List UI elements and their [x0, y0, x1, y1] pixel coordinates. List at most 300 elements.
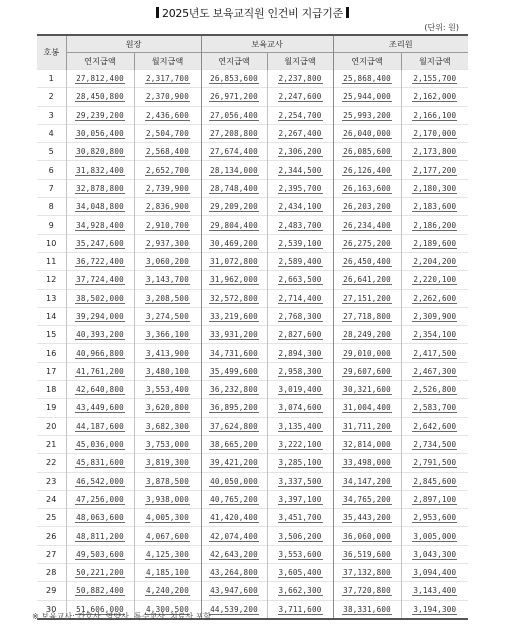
cell-cook-annual [333, 545, 401, 563]
cell-director-annual [66, 289, 134, 307]
amount-value: 2,937,300 [146, 238, 189, 248]
cell-director-annual [66, 106, 134, 124]
amount-value: 37,624,800 [210, 421, 258, 431]
amount-value: 42,074,400 [210, 531, 258, 541]
amount-value: 25,993,200 [343, 110, 391, 120]
cell-director-annual [66, 381, 134, 399]
cell-grade: 14 [37, 307, 66, 325]
amount-value: 3,711,600 [278, 604, 322, 614]
amount-value: 3,143,400 [413, 586, 457, 596]
cell-grade: 24 [37, 490, 66, 508]
amount-value: 50,221,200 [76, 568, 124, 578]
amount-value: 2,652,700 [146, 165, 189, 175]
amount-value: 3,480,100 [146, 366, 189, 376]
amount-value: 42,640,800 [76, 385, 124, 395]
cell-teacher-monthly [267, 582, 333, 600]
cell-grade: 19 [37, 399, 66, 417]
cell-director-monthly [134, 582, 201, 600]
amount-value: 34,731,600 [210, 348, 258, 358]
cell-cook-monthly [401, 124, 468, 142]
cell-director-monthly [134, 143, 201, 161]
cell-cook-annual [333, 381, 401, 399]
table-row [37, 545, 468, 563]
amount-value: 45,831,600 [76, 458, 124, 468]
table-row [37, 582, 468, 600]
cell-teacher-monthly [267, 234, 333, 252]
cell-grade: 9 [37, 216, 66, 234]
cell-director-monthly [134, 399, 201, 417]
amount-value: 26,234,400 [343, 220, 391, 230]
cell-director-annual [66, 271, 134, 289]
amount-value: 37,720,800 [343, 586, 391, 596]
amount-value: 2,642,600 [413, 421, 457, 431]
amount-value: 40,393,200 [76, 330, 124, 340]
amount-value: 3,043,300 [413, 549, 457, 559]
amount-value: 44,539,200 [210, 604, 258, 614]
amount-value: 27,812,400 [76, 74, 124, 84]
amount-value: 26,040,000 [343, 129, 391, 139]
header-annual: 연지급액 [66, 53, 134, 70]
cell-cook-monthly [401, 143, 468, 161]
cell-teacher-monthly [267, 179, 333, 197]
amount-value: 2,897,100 [413, 494, 457, 504]
amount-value: 33,498,000 [343, 458, 391, 468]
cell-grade: 29 [37, 582, 66, 600]
cell-director-annual [66, 399, 134, 417]
cell-cook-monthly [401, 564, 468, 582]
amount-value: 2,186,200 [413, 220, 457, 230]
amount-value: 43,947,600 [210, 586, 258, 596]
amount-value: 51,606,000 [76, 604, 124, 614]
cell-grade: 3 [37, 106, 66, 124]
amount-value: 2,344,500 [278, 165, 322, 175]
amount-value: 25,944,000 [343, 92, 391, 102]
cell-teacher-monthly [267, 600, 333, 619]
cell-grade: 17 [37, 362, 66, 380]
cell-teacher-monthly [267, 161, 333, 179]
cell-teacher-annual [201, 344, 267, 362]
amount-value: 30,056,400 [76, 129, 124, 139]
cell-director-annual [66, 435, 134, 453]
cell-cook-annual [333, 88, 401, 106]
amount-value: 2,237,800 [278, 74, 322, 84]
header-monthly: 월지급액 [134, 53, 201, 70]
header-group-cook: 조리원 [333, 35, 468, 53]
cell-cook-annual [333, 600, 401, 619]
cell-teacher-monthly [267, 509, 333, 527]
table-row [37, 88, 468, 106]
cell-director-monthly [134, 106, 201, 124]
amount-value: 32,814,000 [343, 440, 391, 450]
table-row [37, 70, 468, 88]
cell-teacher-annual [201, 509, 267, 527]
cell-teacher-monthly [267, 124, 333, 142]
amount-value: 3,819,300 [146, 458, 189, 468]
amount-value: 3,060,200 [146, 257, 189, 267]
cell-cook-annual [333, 307, 401, 325]
cell-director-annual [66, 307, 134, 325]
cell-teacher-monthly [267, 344, 333, 362]
cell-director-monthly [134, 307, 201, 325]
table-row [37, 362, 468, 380]
cell-teacher-annual [201, 161, 267, 179]
amount-value: 3,366,100 [146, 330, 189, 340]
header-annual: 연지급액 [333, 53, 401, 70]
cell-cook-monthly [401, 271, 468, 289]
amount-value: 3,094,400 [413, 568, 457, 578]
amount-value: 48,063,600 [76, 513, 124, 523]
amount-value: 29,010,000 [343, 348, 391, 358]
cell-grade: 30 [37, 600, 66, 619]
amount-value: 33,931,200 [210, 330, 258, 340]
amount-value: 36,232,800 [210, 385, 258, 395]
cell-teacher-annual [201, 271, 267, 289]
amount-value: 2,836,900 [146, 202, 189, 212]
cell-teacher-annual [201, 326, 267, 344]
cell-teacher-monthly [267, 198, 333, 216]
amount-value: 2,354,100 [413, 330, 457, 340]
amount-value: 2,247,600 [278, 92, 322, 102]
amount-value: 3,222,100 [278, 440, 322, 450]
header-monthly: 월지급액 [401, 53, 468, 70]
cell-grade: 7 [37, 179, 66, 197]
amount-value: 3,682,300 [146, 421, 189, 431]
title-text: 2025년도 보육교직원 인건비 지급기준 [162, 7, 343, 20]
amount-value: 2,417,500 [413, 348, 457, 358]
amount-value: 38,665,200 [210, 440, 258, 450]
amount-value: 35,247,600 [76, 238, 124, 248]
cell-teacher-annual [201, 381, 267, 399]
amount-value: 2,526,800 [413, 385, 457, 395]
cell-cook-monthly [401, 289, 468, 307]
amount-value: 2,262,600 [413, 293, 457, 303]
cell-director-annual [66, 344, 134, 362]
cell-teacher-annual [201, 435, 267, 453]
amount-value: 3,274,500 [146, 312, 189, 321]
amount-value: 2,739,900 [146, 183, 189, 193]
amount-value: 28,134,000 [210, 165, 258, 175]
amount-value: 2,958,300 [278, 366, 322, 376]
amount-value: 44,187,600 [76, 421, 124, 431]
amount-value: 27,056,400 [210, 110, 258, 120]
amount-value: 31,962,000 [210, 275, 258, 285]
amount-value: 2,155,700 [413, 74, 457, 84]
amount-value: 39,421,200 [210, 458, 258, 468]
cell-cook-annual [333, 399, 401, 417]
cell-grade: 12 [37, 271, 66, 289]
cell-director-annual [66, 527, 134, 545]
amount-value: 26,203,200 [343, 202, 391, 212]
amount-value: 32,572,800 [210, 293, 258, 303]
cell-teacher-annual [201, 124, 267, 142]
table-row [37, 124, 468, 142]
page-title [0, 5, 505, 21]
cell-grade: 28 [37, 564, 66, 582]
cell-cook-annual [333, 509, 401, 527]
amount-value: 2,162,000 [413, 92, 457, 102]
amount-value: 26,163,600 [343, 183, 391, 193]
cell-director-monthly [134, 490, 201, 508]
amount-value: 3,938,000 [146, 494, 189, 504]
cell-grade: 22 [37, 454, 66, 472]
amount-value: 33,219,600 [210, 312, 258, 321]
header-group-director: 원장 [66, 35, 201, 53]
amount-value: 40,966,800 [76, 348, 124, 358]
table-row [37, 289, 468, 307]
amount-value: 2,267,400 [278, 129, 322, 139]
amount-value: 37,132,800 [343, 568, 391, 578]
table-row [37, 399, 468, 417]
amount-value: 3,074,600 [278, 403, 322, 413]
amount-value: 50,882,400 [76, 586, 124, 596]
amount-value: 2,791,500 [413, 458, 457, 468]
cell-cook-monthly [401, 435, 468, 453]
amount-value: 2,953,600 [413, 513, 457, 523]
cell-cook-annual [333, 435, 401, 453]
amount-value: 41,761,200 [76, 366, 124, 376]
amount-value: 3,553,600 [278, 549, 322, 559]
cell-cook-annual [333, 344, 401, 362]
cell-teacher-annual [201, 417, 267, 435]
table-row [37, 106, 468, 124]
amount-value: 26,085,600 [343, 147, 391, 157]
cell-teacher-monthly [267, 216, 333, 234]
cell-cook-monthly [401, 198, 468, 216]
cell-cook-monthly [401, 381, 468, 399]
cell-director-annual [66, 490, 134, 508]
amount-value: 26,853,600 [210, 74, 258, 84]
amount-value: 3,208,500 [146, 293, 189, 303]
cell-director-annual [66, 454, 134, 472]
title-bar-right-icon [346, 7, 349, 18]
cell-cook-monthly [401, 490, 468, 508]
cell-cook-monthly [401, 326, 468, 344]
amount-value: 29,209,200 [210, 202, 258, 212]
table-row [37, 417, 468, 435]
amount-value: 39,294,000 [76, 312, 124, 321]
cell-teacher-monthly [267, 70, 333, 88]
salary-table [37, 34, 468, 620]
amount-value: 3,135,400 [278, 421, 322, 431]
cell-cook-annual [333, 490, 401, 508]
amount-value: 2,504,700 [146, 129, 189, 139]
amount-value: 2,568,400 [146, 147, 189, 157]
cell-teacher-monthly [267, 143, 333, 161]
amount-value: 2,254,700 [278, 110, 322, 120]
cell-grade: 26 [37, 527, 66, 545]
table-row [37, 344, 468, 362]
cell-director-monthly [134, 527, 201, 545]
cell-director-annual [66, 124, 134, 142]
amount-value: 2,436,600 [146, 110, 189, 120]
cell-grade: 18 [37, 381, 66, 399]
cell-cook-annual [333, 161, 401, 179]
cell-cook-monthly [401, 179, 468, 197]
unit-label: (단위: 원) [424, 23, 459, 32]
table-row [37, 143, 468, 161]
cell-director-monthly [134, 417, 201, 435]
amount-value: 3,451,700 [278, 513, 322, 523]
cell-cook-monthly [401, 234, 468, 252]
cell-cook-annual [333, 124, 401, 142]
amount-value: 29,239,200 [76, 110, 124, 120]
cell-cook-monthly [401, 582, 468, 600]
cell-teacher-annual [201, 472, 267, 490]
amount-value: 36,895,200 [210, 403, 258, 413]
amount-value: 43,449,600 [76, 403, 124, 413]
table-row [37, 307, 468, 325]
amount-value: 28,450,800 [76, 92, 124, 102]
cell-cook-monthly [401, 344, 468, 362]
cell-cook-monthly [401, 362, 468, 380]
cell-teacher-monthly [267, 399, 333, 417]
cell-grade: 13 [37, 289, 66, 307]
amount-value: 2,734,500 [413, 440, 457, 450]
amount-value: 3,662,300 [278, 586, 322, 596]
table-row [37, 527, 468, 545]
amount-value: 3,413,900 [146, 348, 189, 358]
amount-value: 31,004,400 [343, 403, 391, 413]
cell-teacher-annual [201, 454, 267, 472]
header-annual: 연지급액 [201, 53, 267, 70]
cell-cook-annual [333, 70, 401, 88]
cell-director-monthly [134, 564, 201, 582]
amount-value: 3,019,400 [278, 385, 322, 395]
cell-cook-annual [333, 417, 401, 435]
cell-cook-monthly [401, 600, 468, 619]
amount-value: 4,240,200 [146, 586, 189, 596]
cell-director-annual [66, 326, 134, 344]
cell-cook-annual [333, 234, 401, 252]
cell-cook-monthly [401, 252, 468, 270]
cell-teacher-monthly [267, 490, 333, 508]
cell-teacher-monthly [267, 527, 333, 545]
table-body [37, 70, 468, 619]
cell-teacher-annual [201, 399, 267, 417]
amount-value: 3,194,300 [413, 604, 457, 614]
amount-value: 45,036,000 [76, 440, 124, 450]
cell-grade: 20 [37, 417, 66, 435]
cell-teacher-annual [201, 198, 267, 216]
cell-director-annual [66, 417, 134, 435]
cell-cook-annual [333, 326, 401, 344]
cell-cook-annual [333, 564, 401, 582]
cell-teacher-monthly [267, 564, 333, 582]
amount-value: 27,718,800 [343, 312, 391, 321]
amount-value: 34,928,400 [76, 220, 124, 230]
cell-director-annual [66, 564, 134, 582]
cell-teacher-annual [201, 362, 267, 380]
amount-value: 2,183,600 [413, 202, 457, 212]
cell-director-annual [66, 216, 134, 234]
amount-value: 3,878,500 [146, 476, 189, 486]
cell-teacher-monthly [267, 88, 333, 106]
cell-cook-annual [333, 362, 401, 380]
amount-value: 36,519,600 [343, 549, 391, 559]
amount-value: 26,641,200 [343, 275, 391, 285]
cell-grade: 1 [37, 70, 66, 88]
cell-grade: 11 [37, 252, 66, 270]
cell-cook-annual [333, 106, 401, 124]
cell-director-monthly [134, 234, 201, 252]
amount-value: 40,050,000 [210, 476, 258, 486]
cell-teacher-annual [201, 143, 267, 161]
cell-teacher-annual [201, 88, 267, 106]
table-row [37, 252, 468, 270]
cell-teacher-annual [201, 564, 267, 582]
amount-value: 2,663,500 [278, 275, 322, 285]
cell-cook-annual [333, 179, 401, 197]
cell-director-annual [66, 70, 134, 88]
amount-value: 4,005,300 [146, 513, 189, 523]
amount-value: 27,208,800 [210, 129, 258, 139]
cell-cook-annual [333, 198, 401, 216]
amount-value: 2,204,200 [413, 257, 457, 267]
cell-director-monthly [134, 289, 201, 307]
cell-director-monthly [134, 454, 201, 472]
cell-cook-annual [333, 454, 401, 472]
cell-teacher-annual [201, 216, 267, 234]
amount-value: 2,910,700 [146, 220, 189, 230]
cell-cook-monthly [401, 472, 468, 490]
amount-value: 2,434,100 [278, 202, 322, 212]
cell-grade: 27 [37, 545, 66, 563]
amount-value: 2,317,700 [146, 74, 189, 84]
amount-value: 26,126,400 [343, 165, 391, 175]
cell-director-monthly [134, 545, 201, 563]
cell-director-monthly [134, 216, 201, 234]
cell-teacher-monthly [267, 252, 333, 270]
cell-grade: 5 [37, 143, 66, 161]
cell-cook-monthly [401, 307, 468, 325]
cell-director-monthly [134, 435, 201, 453]
amount-value: 31,832,400 [76, 165, 124, 175]
amount-value: 3,285,100 [278, 458, 322, 468]
cell-grade: 8 [37, 198, 66, 216]
amount-value: 31,711,200 [343, 421, 391, 431]
cell-grade: 2 [37, 88, 66, 106]
cell-director-monthly [134, 161, 201, 179]
amount-value: 2,845,600 [413, 476, 457, 486]
cell-cook-monthly [401, 161, 468, 179]
amount-value: 35,443,200 [343, 513, 391, 523]
amount-value: 32,878,800 [76, 183, 124, 193]
cell-cook-monthly [401, 216, 468, 234]
amount-value: 2,539,100 [278, 238, 322, 248]
amount-value: 34,048,800 [76, 202, 124, 212]
amount-value: 34,765,200 [343, 494, 391, 504]
table-row [37, 271, 468, 289]
table-row [37, 326, 468, 344]
cell-director-annual [66, 252, 134, 270]
amount-value: 30,820,800 [76, 147, 124, 157]
table-row [37, 161, 468, 179]
cell-grade: 23 [37, 472, 66, 490]
amount-value: 2,166,100 [413, 110, 457, 120]
header-group-teacher: 보육교사 [201, 35, 333, 53]
amount-value: 4,125,300 [146, 549, 189, 559]
amount-value: 25,868,400 [343, 74, 391, 84]
amount-value: 2,177,200 [413, 165, 457, 175]
amount-value: 2,827,600 [278, 330, 322, 340]
cell-cook-monthly [401, 454, 468, 472]
cell-director-annual [66, 509, 134, 527]
header-monthly: 월지급액 [267, 53, 333, 70]
amount-value: 3,143,700 [146, 275, 189, 285]
amount-value: 29,607,600 [343, 366, 391, 376]
cell-teacher-annual [201, 582, 267, 600]
table-row [37, 381, 468, 399]
